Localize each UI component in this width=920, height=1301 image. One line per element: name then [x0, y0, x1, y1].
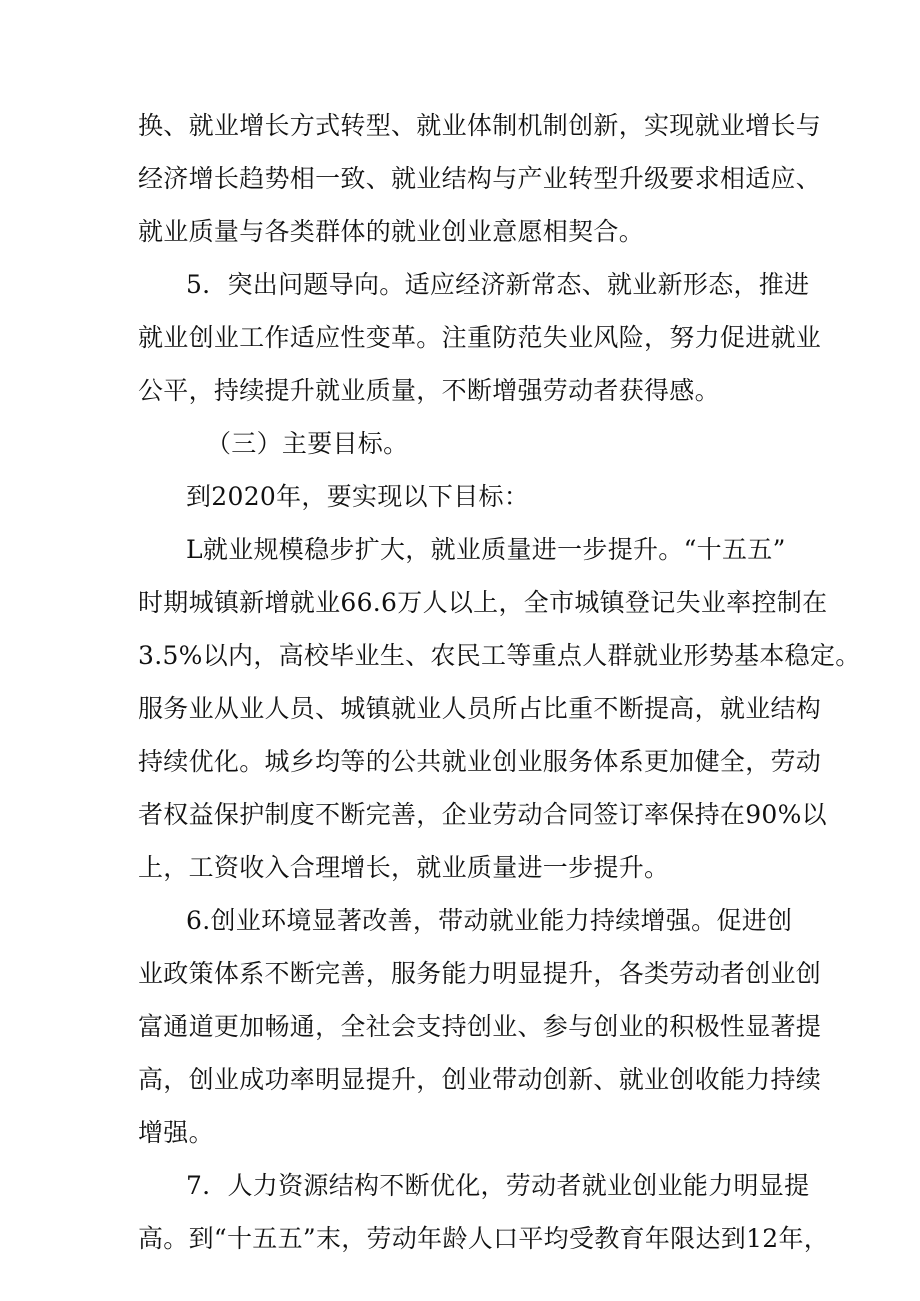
paragraph-line: 5．突出问题导向。适应经济新常态、就业新形态，推进	[186, 270, 810, 299]
paragraph-line: 经济增长趋势相一致、就业结构与产业转型升级要求相适应、	[138, 164, 822, 193]
paragraph-line: 换、就业增长方式转型、就业体制机制创新，实现就业增长与	[138, 111, 822, 140]
paragraph-line: 时期城镇新增就业66.6万人以上，全市城镇登记失业率控制在	[138, 588, 828, 617]
paragraph-line: 富通道更加畅通，全社会支持创业、参与创业的积极性显著提	[138, 1012, 822, 1041]
paragraph-line: 增强。	[138, 1118, 214, 1147]
paragraph-line: 服务业从业人员、城镇就业人员所占比重不断提高，就业结构	[138, 694, 822, 723]
paragraph-line: 就业质量与各类群体的就业创业意愿相契合。	[138, 217, 645, 246]
paragraph-line: 业政策体系不断完善，服务能力明显提升，各类劳动者创业创	[138, 959, 822, 988]
paragraph-line: 者权益保护制度不断完善，企业劳动合同签订率保持在90%以	[138, 800, 827, 829]
paragraph-line: 7．人力资源结构不断优化，劳动者就业创业能力明显提	[186, 1171, 810, 1200]
paragraph-line: 上，工资收入合理增长，就业质量进一步提升。	[138, 853, 670, 882]
paragraph-line: L就业规模稳步扩大，就业质量进一步提升。“十五五”	[186, 535, 786, 564]
paragraph-line: 3.5%以内，高校毕业生、农民工等重点人群就业形势基本稳定。	[138, 641, 861, 670]
paragraph-line: 持续优化。城乡均等的公共就业创业服务体系更加健全，劳动	[138, 747, 822, 776]
body-text	[138, 99, 861, 1265]
paragraph-line: 6.创业环境显著改善，带动就业能力持续增强。促进创	[186, 906, 793, 935]
paragraph-line: 高，创业成功率明显提升，创业带动创新、就业创收能力持续	[138, 1065, 822, 1094]
paragraph-line: 到2020年，要实现以下目标：	[186, 482, 530, 511]
paragraph-line: 高。到“十五五”末，劳动年龄人口平均受教育年限达到12年，	[138, 1224, 830, 1253]
section-heading: （三）主要目标。	[206, 429, 409, 458]
paragraph-line: 就业创业工作适应性变革。注重防范失业风险，努力促进就业	[138, 323, 822, 352]
paragraph-line: 公平，持续提升就业质量，不断增强劳动者获得感。	[138, 376, 720, 405]
